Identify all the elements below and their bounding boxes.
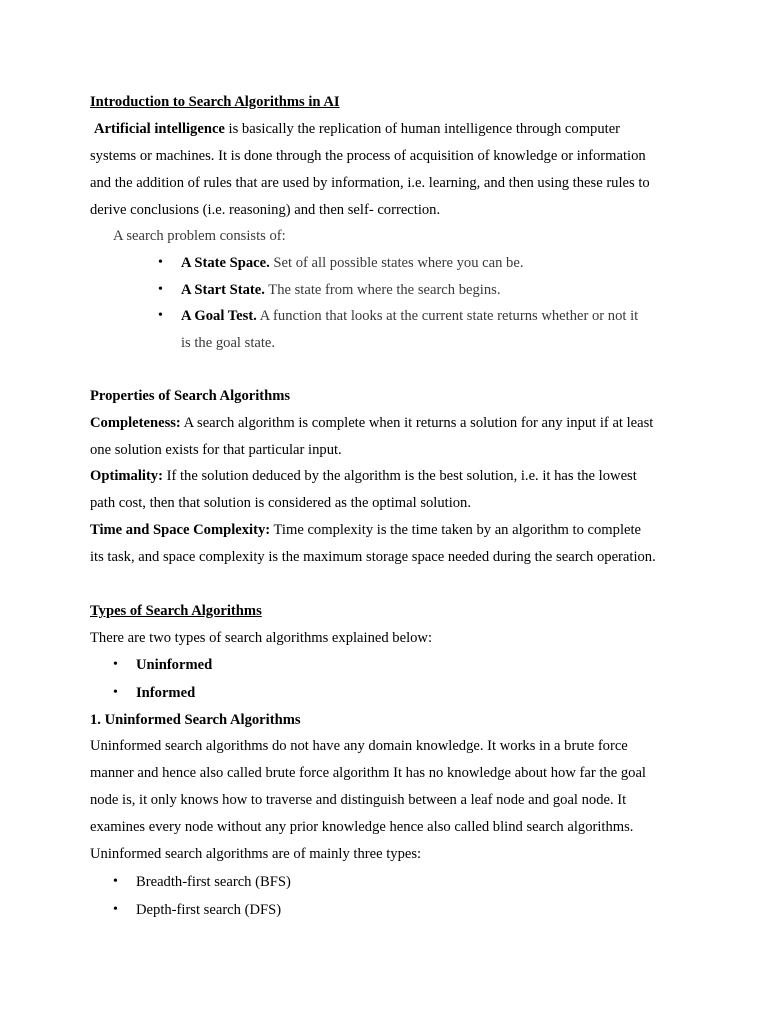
intro-heading: Introduction to Search Algorithms in AI xyxy=(90,94,340,110)
intro-paragraph-line: derive conclusions (i.e. reasoning) and then self- correction. xyxy=(90,202,441,218)
bullet-icon: • xyxy=(158,282,163,297)
bullet-icon: • xyxy=(113,657,118,672)
intro-paragraph-line: systems or machines. It is done through the process of acquisition of knowledge or information xyxy=(90,148,646,164)
list-item: Depth-first search (DFS) xyxy=(136,902,282,918)
types-intro: There are two types of search algorithms explained below: xyxy=(90,630,433,646)
bullet-icon: • xyxy=(113,902,118,917)
bullet-icon: • xyxy=(113,874,118,889)
list-item-desc: Set of all possible states where you can be. xyxy=(269,255,524,271)
uninformed-paragraph-line: Uninformed search algorithms do not have any domain knowledge. It works in a brute force xyxy=(90,738,628,754)
intro-text: is basically the replication of human intelligence through computer xyxy=(224,121,621,137)
types-heading: Types of Search Algorithms xyxy=(90,603,262,619)
list-item-desc: The state from where the search begins. xyxy=(264,282,501,298)
uninformed-paragraph-line: examines every node without any prior knowledge hence also called blind search algorithms. xyxy=(90,819,634,835)
optimality-text: If the solution deduced by the algorithm is the best solution, i.e. it has the lowest xyxy=(162,468,637,484)
complexity-line: its task, and space complexity is the maximum storage space needed during the search operation. xyxy=(90,549,656,565)
uninformed-paragraph-line: node is, it only knows how to traverse and distinguish between a leaf node and goal node. It xyxy=(90,792,627,808)
list-item-term: A Goal Test. xyxy=(181,308,257,324)
complexity-text: Time complexity is the time taken by an algorithm to complete xyxy=(270,522,642,538)
intro-paragraph-line: and the addition of rules that are used by information, i.e. learning, and then using these rules to xyxy=(90,175,650,191)
intro-term-ai: Artificial intelligence xyxy=(94,121,225,137)
list-item xyxy=(181,281,500,299)
uninformed-paragraph-line: manner and hence also called brute force algorithm It has no knowledge about how far the goal xyxy=(90,765,646,781)
completeness-line xyxy=(90,414,653,432)
list-item-continuation: is the goal state. xyxy=(181,335,276,351)
list-item: Uninformed xyxy=(136,657,213,673)
bullet-icon: • xyxy=(158,255,163,270)
list-item: Breadth-first search (BFS) xyxy=(136,874,291,890)
completeness-line: one solution exists for that particular input. xyxy=(90,442,342,458)
complexity-line xyxy=(90,521,641,539)
optimality-term: Optimality: xyxy=(90,468,163,484)
properties-heading: Properties of Search Algorithms xyxy=(90,388,291,404)
search-problem-intro: A search problem consists of: xyxy=(113,228,286,244)
list-item-desc: A function that looks at the current state returns whether or not it xyxy=(256,308,639,324)
optimality-line xyxy=(90,467,637,485)
uninformed-heading: 1. Uninformed Search Algorithms xyxy=(90,712,301,728)
completeness-term: Completeness: xyxy=(90,415,181,431)
uninformed-paragraph-line: Uninformed search algorithms are of mainly three types: xyxy=(90,846,422,862)
list-item xyxy=(181,254,523,272)
complexity-term: Time and Space Complexity: xyxy=(90,522,271,538)
list-item xyxy=(181,307,638,325)
completeness-text: A search algorithm is complete when it returns a solution for any input if at least xyxy=(180,415,654,431)
intro-paragraph-line xyxy=(94,120,620,138)
bullet-icon: • xyxy=(113,685,118,700)
bullet-icon: • xyxy=(158,308,163,323)
list-item-term: A State Space. xyxy=(181,255,270,271)
list-item: Informed xyxy=(136,685,196,701)
list-item-term: A Start State. xyxy=(181,282,265,298)
optimality-line: path cost, then that solution is considered as the optimal solution. xyxy=(90,495,472,511)
